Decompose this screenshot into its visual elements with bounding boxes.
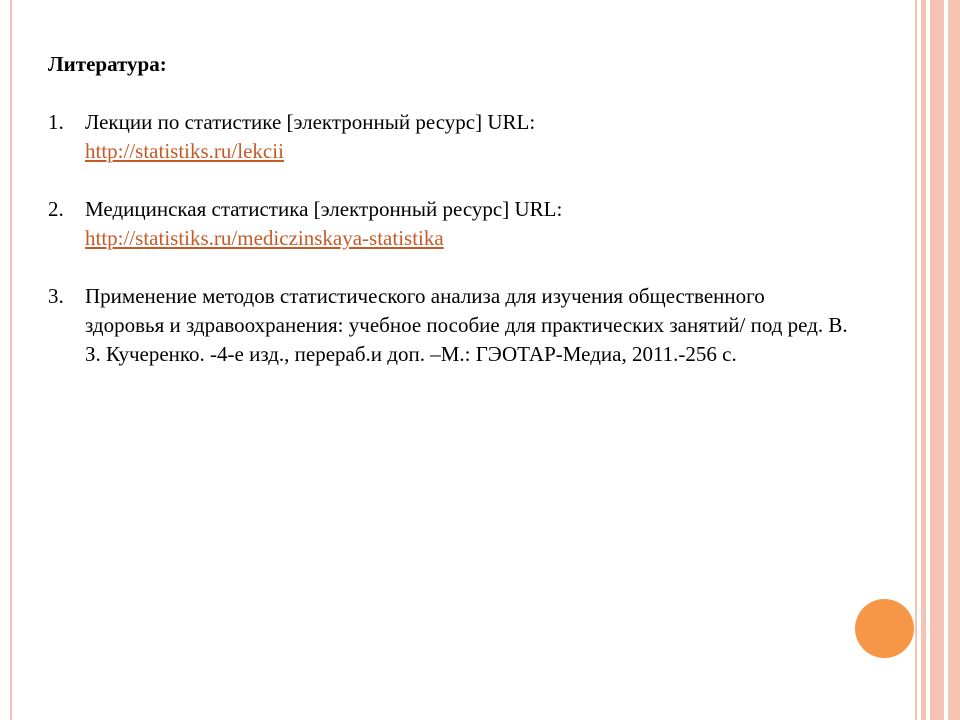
decorative-stripe [921, 0, 926, 720]
list-item-number: 1. [48, 110, 64, 134]
list-item-text: Применение методов статистического анализа для изучения общественного здоровья и здравоохранения: учебное пособие для практических занятий/ под ред. В. З. Кучеренко. -4-е изд., перераб.и доп. –М.: ГЭОТАР-Медиа, 2011.-256 с. [85, 284, 848, 366]
decorative-stripe [948, 0, 960, 720]
list-item-body [85, 282, 848, 369]
list-item [48, 108, 848, 166]
decorative-stripe [930, 0, 944, 720]
reference-link[interactable]: http://statistiks.ru/lekcii [85, 139, 284, 163]
list-item-text: Лекции по статистике [электронный ресурс] URL: [85, 110, 536, 134]
slide-content [48, 50, 848, 398]
list-item-number: 2. [48, 197, 64, 221]
list-item-number: 3. [48, 284, 64, 308]
list-item-text: Медицинская статистика [электронный ресурс] URL: [85, 197, 563, 221]
reference-link[interactable]: http://statistiks.ru/mediczinskaya-statistika [85, 226, 444, 250]
page-title: Литература: [48, 52, 167, 76]
decorative-circle [855, 599, 914, 658]
list-item [48, 195, 848, 253]
list-item-body [85, 108, 848, 166]
reference-list [48, 108, 848, 369]
list-item-body [85, 195, 848, 253]
list-item [48, 282, 848, 369]
